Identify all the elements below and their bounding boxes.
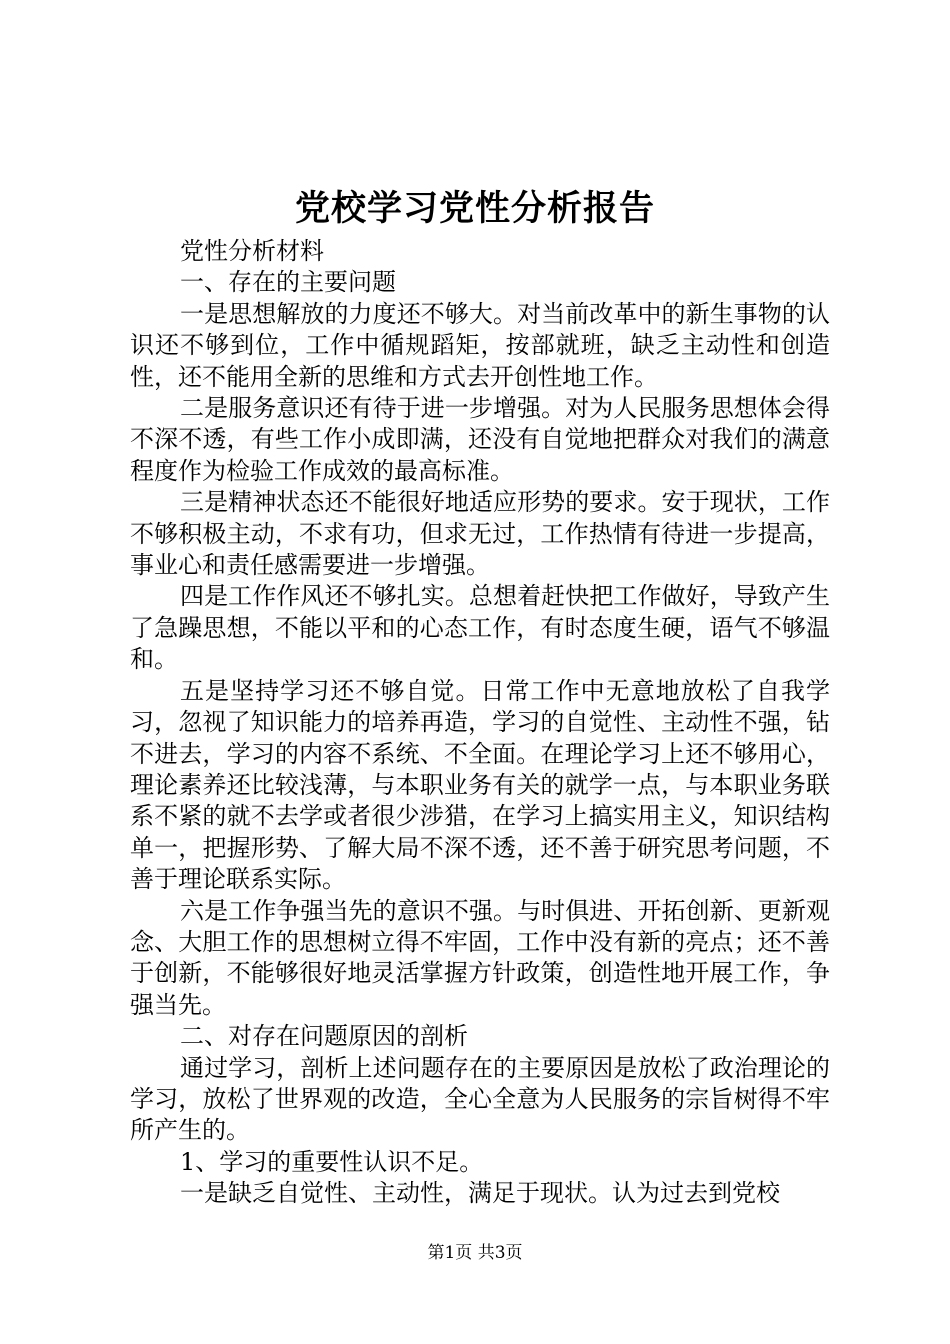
document-body: [130, 236, 830, 1210]
paragraph: 二是服务意识还有待于进一步增强。对为人民服务思想体会得不深不透，有些工作小成即满，还没有自觉地把群众对我们的满意程度作为检验工作成效的最高标准。: [130, 394, 830, 485]
section-heading: 一、存在的主要问题: [180, 268, 396, 297]
page-footer: 第1页 共3页: [427, 1243, 523, 1263]
paragraph: 一是缺乏自觉性、主动性，满足于现状。认为过去到党校: [180, 1179, 780, 1208]
paragraph: 党性分析材料: [180, 237, 324, 265]
paragraph: 通过学习，剖析上述问题存在的主要原因是放松了政治理论的学习，放松了世界观的改造，全心全意为人民服务的宗旨树得不牢所产生的。: [130, 1053, 830, 1145]
paragraph: 一是思想解放的力度还不够大。对当前改革中的新生事物的认识还不够到位，工作中循规蹈矩，按部就班，缺乏主动性和创造性，还不能用全新的思维和方式去开创性地工作。: [130, 299, 830, 391]
subsection-heading: 1、学习的重要性认识不足。: [180, 1147, 484, 1176]
paragraph: 四是工作作风还不够扎实。总想着赶快把工作做好，导致产生了急躁思想，不能以平和的心态工作，有时态度生硬，语气不够温和。: [130, 582, 830, 674]
section-heading: 二、对存在问题原因的剖析: [180, 1022, 468, 1051]
paragraph: 三是精神状态还不能很好地适应形势的要求。安于现状，工作不够积极主动，不求有功，但求无过，工作热情有待进一步提高，事业心和责任感需要进一步增强。: [130, 488, 830, 580]
document-title: 党校学习党性分析报告: [294, 188, 655, 229]
paragraph: 五是坚持学习还不够自觉。日常工作中无意地放松了自我学习，忽视了知识能力的培养再造，学习的自觉性、主动性不强，钻不进去，学习的内容不系统、不全面。在理论学习上还不够用心，理论素养还比较浅薄，与本职业务有关的就学一点，与本职业务联系不紧的就不去学或者很少涉猎，在学习上搞实用主义，知识结构单一，把握形势、了解大局不深不透，还不善于研究思考问题，不善于理论联系实际。: [130, 676, 830, 894]
paragraph: 六是工作争强当先的意识不强。与时俱进、开拓创新、更新观念、大胆工作的思想树立得不牢固，工作中没有新的亮点；还不善于创新，不能够很好地灵活掌握方针政策，创造性地开展工作，争强当先。: [130, 896, 830, 1019]
